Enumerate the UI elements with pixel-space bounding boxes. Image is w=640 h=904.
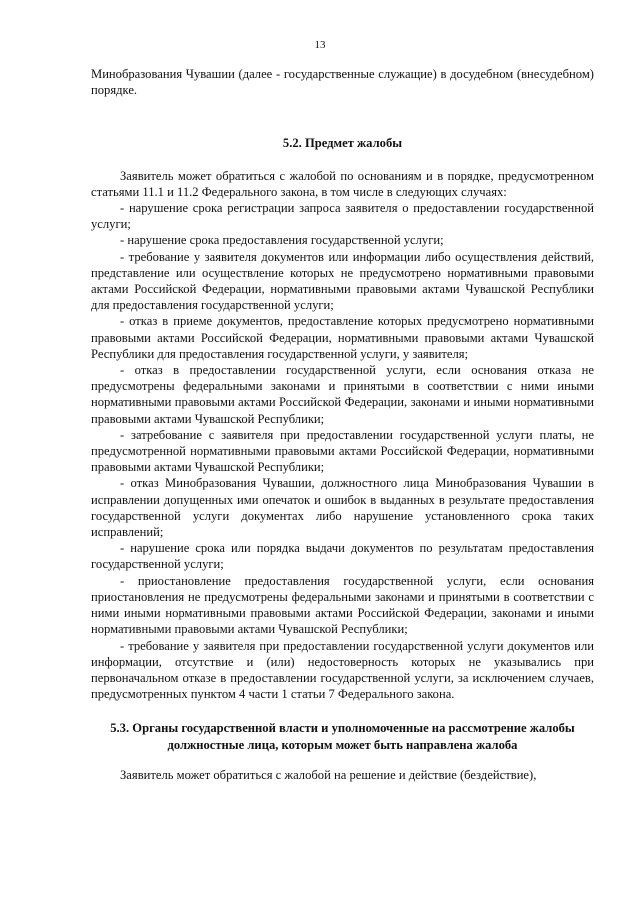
list-item: - требование у заявителя при предоставлении государственной услуги документов или информации, отсутствие и (или) недостоверность которых не указывались при первоначальном отказе в предоставлении государственной услуги, за исключением случаев, предусмотренных пунктом 4 части 1 статьи 7 Федерального закона. [91, 638, 594, 702]
section-5-2-heading: 5.2. Предмет жалобы [282, 136, 403, 151]
list-item: - отказ Минобразования Чувашии, должностного лица Минобразования Чувашии в исправлении допущенных ими опечаток и ошибок в выданных в результате предоставления государственной услуги документах либо нарушение установленного срока таких исправлений; [91, 476, 594, 540]
list-item: - нарушение срока или порядка выдачи документов по результатам предоставления государственной услуги; [91, 541, 594, 572]
list-item: - требование у заявителя документов или информации либо осуществления действий, представление или осуществление которых не предусмотрено нормативными правовыми актами Российской Федерации, нормативными правовыми актами Чувашской Республики для предоставления государственной услуги; [91, 249, 594, 313]
list-item: - отказ в предоставлении государственной услуги, если основания отказа не предусмотрены федеральными законами и принятыми в соответствии с ними иными нормативными правовыми актами Российской Федерации, законами и иными нормативными правовыми актами Чувашской Республики; [91, 363, 594, 426]
intro-paragraph: Минобразования Чувашии (далее - государственные служащие) в досудебном (внесудебном) порядке. [91, 67, 594, 98]
section-5-2-lead: Заявитель может обратиться с жалобой по основаниям и в порядке, предусмотренном статьями 11.1 и 11.2 Федерального закона, в том числе в следующих случаях: [91, 168, 594, 199]
page-number: 13 [314, 39, 326, 51]
list-item: - нарушение срока предоставления государственной услуги; [120, 233, 444, 248]
section-5-3-lead: Заявитель может обратиться с жалобой на решение и действие (бездействие), [120, 767, 537, 782]
list-item: - затребование с заявителя при предоставлении государственной услуги платы, не предусмотренной нормативными правовыми актами Российской Федерации, нормативными правовыми актами Чувашской Республики; [91, 427, 594, 475]
document-body [91, 66, 594, 783]
list-item: - приостановление предоставления государственной услуги, если основания приостановления не предусмотрены федеральными законами и принятыми в соответствии с ними иными нормативными правовыми актами Российской Федерации, законами и иными нормативными правовыми актами Чувашской Республики; [91, 573, 594, 637]
list-item: - нарушение срока регистрации запроса заявителя о предоставлении государственной услуги; [91, 201, 594, 232]
list-item: - отказ в приеме документов, предоставление которых предусмотрено нормативными правовыми актами Российской Федерации, нормативными правовыми актами Чувашской Республики для предоставления государственной услуги, у заявителя; [91, 314, 594, 361]
section-5-3-heading: 5.3. Органы государственной власти и уполномоченные на рассмотрение жалобы должностные лица, которым может быть направлена жалоба [110, 721, 575, 752]
